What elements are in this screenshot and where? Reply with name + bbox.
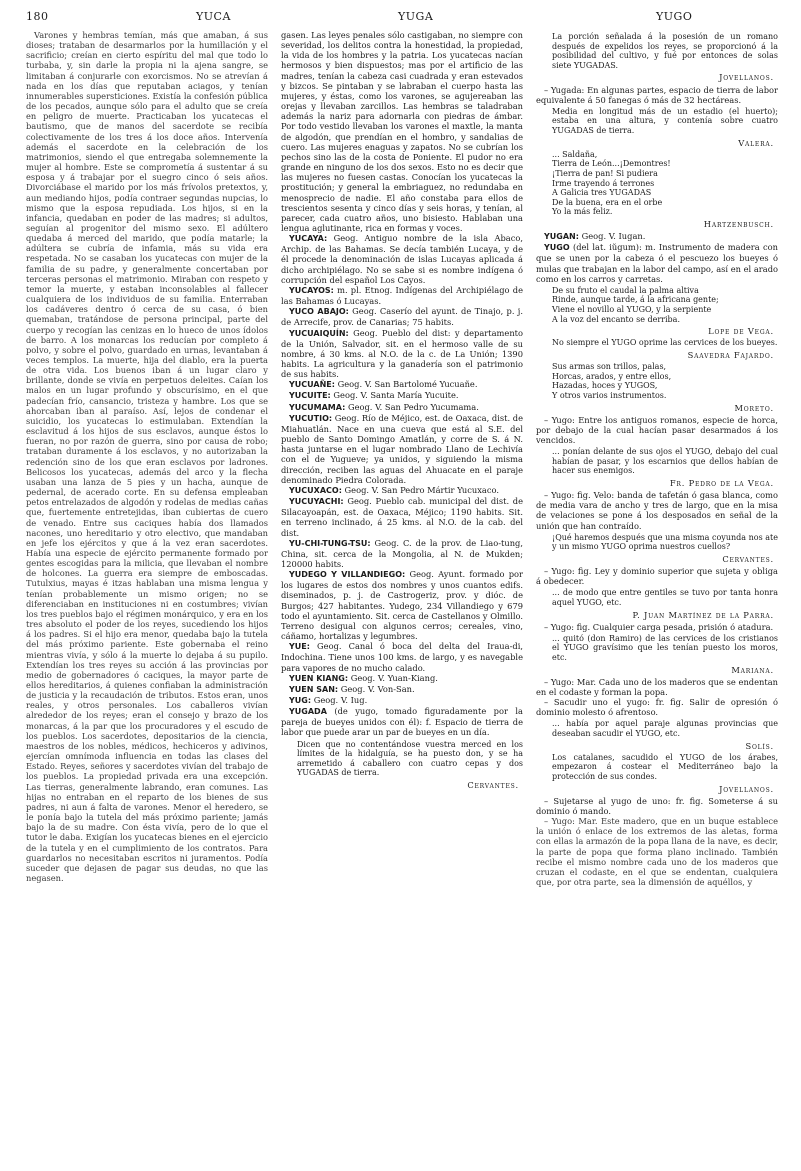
- headword: YUDEGO Y VILLANDIEGO:: [289, 570, 406, 580]
- sense-paragraph: – Yugo: Entre los antiguos romanos, especie de horca, por debajo de la cual hacían pasar desarmados á los vencidos.: [536, 414, 778, 445]
- quotation: Los catalanes, sacudido el YUGO de los árabes, empezaron á costear el Mediterráneo bajo la protección de sus condes.: [552, 752, 778, 781]
- definition: Geog. Canal ó boca del delta del Iraua-di, Indochina. Tiene unos 100 kms. de largo, y es navegable para vapores de no mucho calado.: [281, 641, 523, 673]
- headword: YUEN SAN:: [289, 684, 339, 694]
- quotation-author: Solís.: [745, 740, 774, 751]
- column-right: [536, 30, 778, 1160]
- verse-line: Irme trayendo á terrones: [552, 178, 655, 188]
- headword: YUCUXACO:: [289, 485, 342, 495]
- dictionary-entry: [281, 538, 523, 569]
- verse-line: Hazadas, hoces y YUGOS,: [552, 381, 658, 391]
- headword: YUCUAIQUÍN:: [289, 328, 349, 338]
- quotation: La porción señalada á la posesión de un romano después de expelidos los reyes, se proporcionó á la posibilidad del cultivo, y fué por entonces de solas siete YUGADAS.: [552, 32, 778, 70]
- headword: YUCUMAMA:: [289, 402, 346, 412]
- verse-quotation: [536, 286, 778, 324]
- definition: (del lat. iŭgum): m. Instrumento de madera con que se unen por la cabeza ó el pescuezo los bueyes ó mulas que trabajan en la labor del campo, así en el arado como en los carros y carretas.: [536, 242, 778, 284]
- quotation: ... ponían delante de sus ojos el YUGO, debajo del cual habían de pasar, y los escarnios que dellos habían de hacer sus enemigos.: [552, 447, 778, 476]
- body-paragraph: gasen. Las leyes penales sólo castigaban, no siempre con severidad, los delitos contra la honestidad, la propiedad, la vida de los hombres y la patria. Los yucatecas nacían hermosos y bien dispuestos; mas por el artificio de las madres, tenían la cabeza casi cuadrada y eran estevados y bizcos. Se pintaban y se labraban el cuerpo hasta las mujeres, y éstas, como los varones, se agujereaban las orejas y llevaban zarcillos. Las hembras se taladraban además la nariz para adornarla con piedras de ámbar. Por todo vestido llevaban los varones el maxtle, la manta de algodón, que prendían en el hombro, y sandalias de cuero. Las mujeres enaguas y zapatos. No se cubrían los pechos sino las de la costa de Poniente. El pudor no era grande en ninguno de los dos sexos. Esto no es decir que las mujeres no fuesen castas. Conocían los yucatecas la prostitución; y general la embriaguez, no redundaba en menosprecio de nadie. El año constaba para ellos de trescientos sesenta y cinco días y seis horas, y tenían, al parecer, cada cuatro años, uno bisiesto. Hablaban una lengua aglutinante, rica en formas y voces.: [281, 30, 523, 233]
- verse-line: Horcas, arados, y entre ellos,: [552, 371, 672, 381]
- headword: YUCAYOS:: [289, 285, 334, 295]
- sense-paragraph: – Sujetarse al yugo de uno: fr. fig. Someterse á su dominio ó mando.: [536, 795, 778, 816]
- headword: YUCUAÑE:: [289, 380, 335, 390]
- quotation-author: Jovellanos.: [719, 72, 774, 83]
- headword: YUEN KIANG:: [289, 673, 349, 683]
- headword: YUCUITE:: [289, 391, 331, 401]
- verse-line: Viene el novillo al YUGO, y la serpiente: [552, 305, 712, 315]
- definition: Geog. Ayunt. formado por los lugares de estos dos nombres y unos cuantos edifs. diseminados, p. j. de Castrogeriz, prov. y dióc. de Burgos; 427 habitantes. Yudego, 234 Villandiego y 679 todo el ayuntamiento. Sit. cerca de Castellanos y Olmillo. Terreno desigual con algunos cerros; cereales, vino, cáñamo, hortalizas y legumbres.: [281, 569, 523, 642]
- definition: Geog. V. Yuan-Kiang.: [350, 672, 438, 683]
- quotation-author: Lope de Vega.: [708, 326, 774, 337]
- headword: YUGADA: [289, 707, 327, 717]
- definition: Geog. V. San Pedro Mártir Yucuxaco.: [344, 484, 499, 495]
- headword: YUCAYA:: [289, 234, 328, 244]
- verse-line: De su fruto el caudal la palma altiva: [552, 285, 699, 295]
- verse-line: ... Saldaña,: [552, 149, 598, 159]
- definition: Geog. V. San Pedro Yucumama.: [347, 401, 479, 412]
- definition: Geog. V. Iug.: [313, 695, 368, 705]
- definition: (de yugo, tomado figuradamente por la pareja de bueyes unidos con él): f. Espacio de tierra de labor que puede arar un par de bueyes en un día.: [281, 706, 523, 738]
- definition: Geog. Pueblo del dist: y departamento de la Unión, Salvador, sit. en el hermoso valle de su nombre, á 30 kms. al N.O. de la c. de La Unión; 1390 habits. La agricultura y la ganadería son el patrimonio de sus habits.: [281, 327, 523, 380]
- headword: YUCUYACHI:: [289, 497, 344, 507]
- headword: YUGAN:: [544, 232, 579, 242]
- running-head-left: YUCA: [196, 10, 231, 23]
- dictionary-entry: [281, 684, 523, 695]
- definition: Geog. Pueblo cab. municipal del dist. de Silacayoapán, est. de Oaxaca, Méjico; 1190 habits. Sit. en terreno inclinado, á 25 kms. al N.O. de la cab. del dist.: [281, 496, 523, 538]
- quotation: ... de modo que entre gentiles se tuvo por tanta honra aquel YUGO, etc.: [552, 588, 778, 607]
- running-head-right: YUGO: [656, 10, 693, 23]
- definition: m. pl. Etnog. Indígenas del Archipiélago de las Bahamas ó Lucayas.: [281, 284, 523, 307]
- definition: Geog. V. Iugan.: [581, 231, 646, 242]
- sense-paragraph: – Yugo: Mar. Este madero, que en un buque establece la unión ó enlace de los extremos de las aletas, forma con ellas la armazón de la popa llana de la nave, es decir, la parte de popa que forma plano inclinado. También recibe el mismo nombre cada uno de los maderos que cruzan el codaste, en el que se endentan, cualquiera que, por otra parte, sea la dimensión de aquéllos, y: [536, 816, 778, 887]
- verse-line: A la voz del encanto se derriba.: [552, 314, 680, 324]
- quotation-author: Moreto.: [734, 402, 774, 413]
- text-columns: [26, 30, 778, 1160]
- headword: YUCO ABAJO:: [289, 307, 349, 317]
- page-header: [26, 10, 778, 28]
- dictionary-entry: [281, 485, 523, 496]
- quotation: ... quitó (don Ramiro) de las cervices de los cristianos el YUGO gravísimo que les tenían puesto los moros, etc.: [552, 633, 778, 663]
- verse-line: A Galicia tres YUGADAS: [552, 188, 652, 198]
- dictionary-entry: [281, 306, 523, 327]
- definition: Geog. Antiguo nombre de la isla Abaco, Archip. de las Bahamas. Se decía también Lucaya, y de él procede la denominación de islas Lucayas aplicada á dicho archipiélago. No se sabe si es nombre indígena ó corrupción del español Los Cayos.: [281, 233, 523, 285]
- sense-paragraph: – Sacudir uno el yugo: fr. fig. Salir de opresión ó dominio molesto ó afrentoso.: [536, 697, 778, 718]
- definition: Geog. Caserío del ayunt. de Tinajo, p. j. de Arrecife, prov. de Canarias; 75 habits.: [281, 306, 523, 328]
- dictionary-entry: [281, 328, 523, 380]
- sense-paragraph: – Yugo: fig. Ley y dominio superior que sujeta y obliga á obedecer.: [536, 566, 778, 587]
- quotation-author: Hartzenbusch.: [703, 218, 774, 229]
- dictionary-entry: [281, 413, 523, 485]
- dictionary-entry: [281, 285, 523, 306]
- definition: Geog. Río de Méjico, est. de Oaxaca, dist. de Miahuatlán. Nace en una cueva que está al S.E. del pueblo de Santo Domingo Amatlán, y corre de S. á N. hasta juntarse en el lugar nombrado Llano de Lechivía con el de Yugueve; ya unidos, y siguiendo la misma dirección, reciben las aguas del Ahuacate en el paraje denominado Piedra Colorada.: [281, 412, 523, 485]
- quotation-author: Cervantes.: [722, 553, 774, 564]
- quotation-author: P. Juan Martínez de la Parra.: [632, 609, 774, 620]
- quotation-author: Cervantes.: [467, 780, 519, 790]
- verse-line: Rinde, aunque tarde, á la africana gente;: [552, 295, 719, 305]
- headword: YUCUTIO:: [289, 413, 333, 423]
- headword: YUE:: [289, 642, 310, 652]
- headword: YU-CHI-TUNG-TSU:: [289, 538, 371, 548]
- quotation: Media en longitud más de un estadio (el huerto); estaba en una altura, y contenía sobre cuatro YUGADAS de tierra.: [552, 106, 778, 136]
- quotation: No siempre el YUGO oprime las cervices de los bueyes.: [552, 338, 778, 348]
- dictionary-entry: [281, 379, 523, 390]
- dictionary-entry: [281, 706, 523, 737]
- sense-paragraph: – Yugada: En algunas partes, espacio de tierra de labor equivalente á 50 fanegas ó más de 32 hectáreas.: [536, 84, 778, 105]
- verse-quotation: [536, 362, 778, 400]
- verse-line: ¡Tierra de pan! Si pudiera: [552, 168, 658, 178]
- verse-line: Sus armas son trillos, palas,: [552, 362, 667, 372]
- definition: Geog. V. San Bartolomé Yucuañe.: [337, 379, 478, 390]
- sense-paragraph: – Yugo: fig. Cualquier carga pesada, prisión ó atadura.: [544, 621, 774, 632]
- verse-quotation: [536, 150, 778, 217]
- sense-paragraph: – Yugo: fig. Velo: banda de tafetán ó gasa blanca, como de media vara de ancho y tres de largo, que en la misa de velaciones se pone á los desposados en señal de la unión que han contraído.: [536, 490, 778, 531]
- column-center: [281, 30, 523, 1160]
- body-paragraph: Varones y hembras temían, más que amaban, á sus dioses; trataban de desarmarlos por la humillación y el sacrificio; creían en cierto espíritu del mal que todo lo turbaba, y, sin darle la propia ni la ajena sangre, se limitaban á conjurarle con exorcismos. No se atrevían á nada en los días que reputaban aciagos, y tenían innumerables supersticiones. Existía la confesión pública de los pecados, aunque sólo para el adulto que se creía en peligro de muerte. Practicaban los yucatecas el bautismo, que de manos del sacerdote se recibía colectivamente de los tres á los doce años. Intervenía además el sacerdote en la celebración de los matrimonios, siendo el que entregaba solemnemente la mujer al hombre. Este se comprometía á sustentar á su esposa y á trabajar por el suegro cinco ó seis años. Divorciábase el marido por los más frívolos pretextos, y, aun mediando hijos, podía contraer segundas nupcias, lo mismo que la esposa repudiada. Los hijos, si en la infancia, quedaban en poder de las madres; si adultos, seguían al progenitor del mismo sexo. El adúltero quedaba á merced del marido, que podía matarle; la adúltera se cubría de infamia, más su vida era respetada. No se casaban los yucatecas con mujer de la familia de su padre, y generalmente concertaban por terceras personas el matrimonio. Miraban con respeto y temor la muerte, y estaban inconsolables al fallecer cualquiera de los individuos de su familia. Enterraban los cadáveres dentro ó cerca de su casa, ó bien quemaban, tratándose de persona principal, parte del cuerpo y recogían las cenizas en lo hueco de unos ídolos de barro. A los monarcas los reducían por completo á polvo, y sobre el polvo, guardado en urnas, levantaban á veces templos. La muerte, hija del diablo, era la puerta de otra vida. Los buenos iban á un lugar claro y brillante, donde se vivía en perpetuos deleites. Caían los malos en un lugar profundo y obscurísimo, en el que padecían frío, cansancio, tristeza y hambre. Los que se ahorcaban iban al paraíso. Así, lejos de condenar el suicidio, los yucatecas lo estimulaban. Extendían la esclavitud á los hijos de sus esclavos, aunque éstos lo fueran, no por razón de guerra, sino por causa de robo; trataban duramente á los esclavos, y no autorizaban la redención sino de los que eran esclavos por ladrones. Belicosos los yucatecas, además del arco y la flecha usaban una lanza de 5 pies y un hacha, aunque de pedernal, de acerado corte. En su defensa empleaban petos entrelazados de algodón y rodelas de medias cañas que, fuertemente entretejidas, iban cubiertas de cuero de venado. Entre sus caciques había dos llamados nacones, uno hereditario y otro electivo, que mandaban en jefe los ejércitos y que á la vez eran sacerdotes. Había una especie de ejército permanente formado por gentes escogidas para la milicia, que llevaban el nombre de holcones. La guerra era siempre de emboscadas. Tutulxius, mayas é itzas hablaban una misma lengua y tenían probablemente un mismo origen; no se diferenciaban en instituciones ni en costumbres; vivían los tres pueblos bajo el régimen monárquico, y era en los tres absoluto el poder de los reyes, sucediendo los hijos á los padres. Si el hijo era menor, quedaba bajo la tutela del más próximo pariente. Este gobernaba el reino mientras vivía, y sólo á la muerte lo dejaba á su pupilo. Extendían los tres reyes su acción á las provincias por medio de gobernadores ó caciques, la mayor parte de ellos hereditarios, á quienes confiaban la administración de justicia y la recaudación de tributos. Estos eran, unos reales, y otros personales. Los caballeros vivían alrededor de los reyes; eran el consejo y brazo de los monarcas, á la par que los procuradores y el escudo de los pueblos. Los sacerdotes, depositarios de la ciencia, maestros de los nobles, médicos, hechiceros y adivinos, ejercían omnímoda influencia en todas las clases del Estado. Reyes, señores y sacerdotes vivían del trabajo de los pueblos. La propiedad privada era una excepción. Las tierras, generalmente labrando, eran comunes. Las hijas no entraban en el reparto de los bienes de sus padres, ni aun á falta de varones. Menor el heredero, se le ponía bajo la tutela del más próximo pariente; jamás bajo la de su madre. Con ésta vivía, pero de lo que el tutor le daba. Exigían los yucatecas bienes en el ejercicio de la tutela y en el cumplimiento de los contratos. Para guardarlos no necesitaban escritos ni juramentos. Podía suceder que dejasen de pagar sus deudas, no que las negasen.: [26, 30, 268, 883]
- dictionary-entry: [281, 695, 523, 706]
- dictionary-entry: [281, 641, 523, 672]
- dictionary-entry: [281, 390, 523, 401]
- sense-paragraph: – Yugo: Mar. Cada uno de los maderos que se endentan en el codaste y forman la popa.: [536, 676, 778, 697]
- dictionary-entry: [281, 496, 523, 538]
- verse-line: Y otros varios instrumentos.: [552, 390, 667, 400]
- dictionary-entry: [281, 569, 523, 641]
- quotation-author: Valera.: [738, 137, 774, 148]
- column-left: [26, 30, 268, 1160]
- quotation-author: Mariana.: [731, 664, 774, 675]
- quotation-author: Saavedra Fajardo.: [687, 350, 774, 360]
- dictionary-entry: [281, 233, 523, 285]
- dictionary-entry: [281, 673, 523, 684]
- definition: Geog. C. de la prov. de Liao-tung, China, sit. cerca de la Mongolia, al N. de Mukden; 120000 habits.: [281, 537, 523, 569]
- dictionary-entry: [536, 242, 778, 284]
- page-number: 180: [26, 10, 49, 23]
- quotation-author: Jovellanos.: [719, 783, 774, 794]
- verse-line: Tierra de León...¡Demontres!: [552, 159, 671, 169]
- headword: YUG:: [289, 696, 312, 705]
- quotation: ... había por aquel paraje algunas provincias que deseaban sacudir el YUGO, etc.: [552, 719, 778, 739]
- verse-line: De la buena, era en el orbe: [552, 197, 663, 207]
- definition: Geog. V. Santa María Yucuite.: [333, 390, 459, 401]
- quotation-author: Fr. Pedro de la Vega.: [669, 477, 774, 488]
- definition: Geog. V. Von-San.: [340, 683, 415, 694]
- dictionary-entry: [536, 231, 778, 242]
- verse-line: Yo la más feliz.: [552, 207, 613, 217]
- quotation: ¡Qué haremos después que una misma coyunda nos ate y un mismo YUGO oprima nuestros cuellos?: [552, 532, 778, 552]
- dictionary-entry: [281, 402, 523, 413]
- headword: YUGO: [544, 243, 570, 253]
- running-head-center: YUGA: [398, 10, 434, 23]
- quotation: Dicen que no contentándose vuestra merced en los límites de la hidalguía, se ha puesto don, y se ha arremetido á caballero con cuatro cepas y dos YUGADAS de tierra.: [297, 739, 523, 778]
